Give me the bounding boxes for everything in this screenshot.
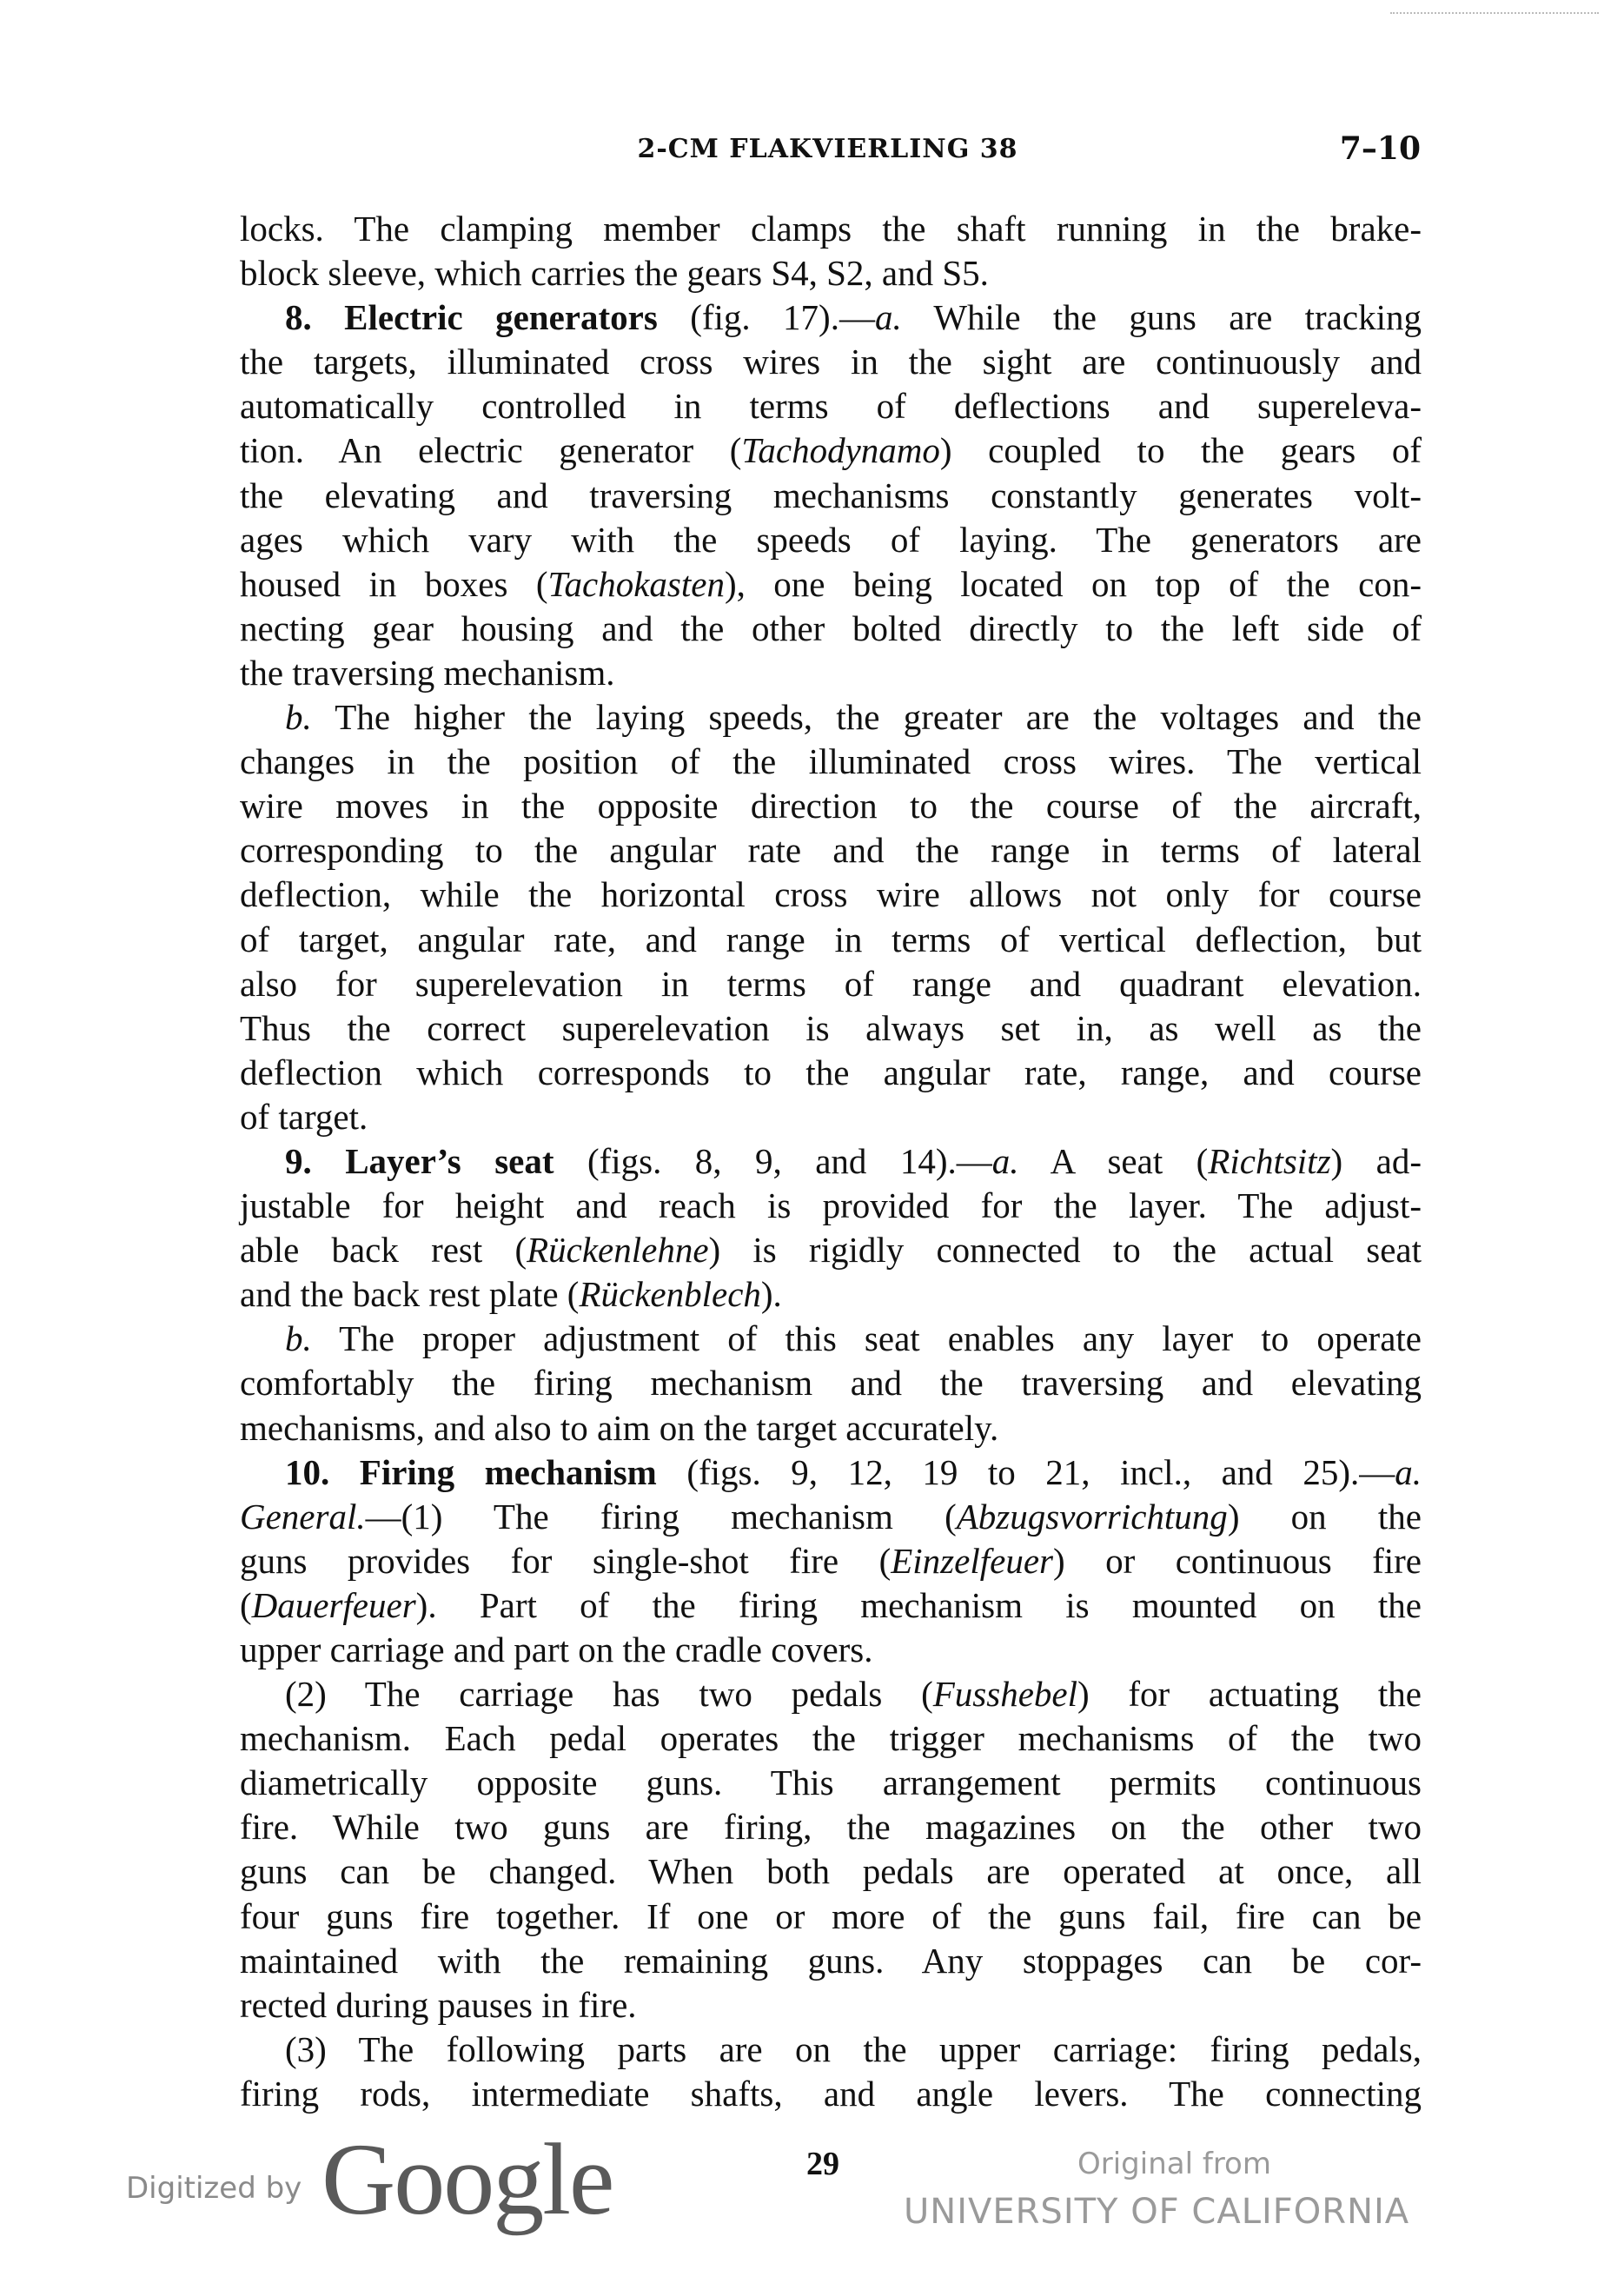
text-segment: ) is rigidly connected to the actual seat	[708, 1230, 1422, 1271]
text-segment: mechanisms, and also to aim on the target accurately.	[240, 1407, 999, 1448]
text-line	[240, 1716, 1422, 1761]
text-line	[240, 562, 1422, 607]
text-segment: (	[240, 1584, 252, 1625]
text-line	[240, 607, 1422, 651]
italic-term: Fusshebel	[932, 1674, 1077, 1715]
text-segment: ) for actuating the	[1077, 1674, 1422, 1715]
text-line	[240, 1895, 1422, 1939]
text-segment: housed in boxes (	[240, 563, 548, 604]
text-segment: locks. The clamping member clamps the shaft running in the brake-	[240, 209, 1422, 249]
original-from-label: Original from	[1077, 2147, 1271, 2181]
page-number: 29	[806, 2146, 839, 2182]
text-segment: also for superelevation in terms of range and quadrant elevation.	[240, 963, 1422, 1004]
text-segment: (figs. 9, 12, 19 to 21, incl., and 25).—	[656, 1451, 1395, 1492]
running-title: 2-CM FLAKVIERLING 38	[637, 134, 1018, 164]
text-segment: The proper adjustment of this seat enables any layer to operate	[311, 1318, 1422, 1359]
body-text	[240, 207, 1422, 2116]
text-segment: comfortably the firing mechanism and the traversing and elevating	[240, 1363, 1422, 1404]
text-line	[240, 962, 1422, 1006]
text-line	[240, 740, 1422, 784]
text-line	[240, 1006, 1422, 1051]
text-segment: A seat (	[1018, 1140, 1209, 1181]
text-segment: mechanism. Each pedal operates the trigger mechanisms of the two	[240, 1718, 1422, 1759]
text-segment: guns can be changed. When both pedals are operated at once, all	[240, 1851, 1422, 1892]
text-line	[240, 251, 1422, 295]
text-line	[240, 1406, 1422, 1450]
text-segment: of target, angular rate, and range in terms of vertical deflection, but	[240, 919, 1422, 959]
text-line	[240, 1317, 1422, 1361]
text-line	[240, 1361, 1422, 1405]
section-heading: 9. Layer’s seat	[285, 1140, 554, 1181]
text-line	[240, 1983, 1422, 2028]
italic-term: Rückenblech	[579, 1274, 761, 1315]
text-segment: the elevating and traversing mechanisms constantly generates volt-	[240, 475, 1422, 515]
text-segment: of target.	[240, 1096, 368, 1137]
text-line	[240, 873, 1422, 917]
text-segment: ) coupled to the gears of	[939, 430, 1422, 471]
text-line	[240, 207, 1422, 251]
italic-term: a.	[991, 1140, 1019, 1181]
text-line	[240, 340, 1422, 384]
text-line	[240, 1450, 1422, 1495]
text-segment: corresponding to the angular rate and the range in terms of lateral	[240, 830, 1422, 871]
text-line	[240, 1184, 1422, 1228]
text-segment: block sleeve, which carries the gears S4, S2, and S5.	[240, 253, 989, 294]
text-segment: firing rods, intermediate shafts, and angle levers. The connecting	[240, 2073, 1422, 2114]
text-segment: deflection, while the horizontal cross wire allows not only for course	[240, 874, 1422, 915]
text-segment: ).	[760, 1274, 782, 1315]
text-segment: (3) The following parts are on the upper carriage: firing pedals,	[285, 2028, 1422, 2069]
text-segment: ages which vary with the speeds of laying. The generators are	[240, 519, 1422, 560]
text-segment: tion. An electric generator (	[240, 430, 742, 471]
text-line	[240, 2072, 1422, 2116]
italic-term: Richtsitz	[1208, 1140, 1331, 1181]
text-segment: necting gear housing and the other bolted directly to the left side of	[240, 607, 1422, 648]
text-segment: (fig. 17).—	[657, 297, 875, 338]
section-range: 7–10	[1339, 130, 1421, 167]
text-segment: ) or continuous fire	[1052, 1540, 1422, 1581]
text-line	[240, 918, 1422, 962]
text-line	[240, 1051, 1422, 1095]
text-line	[240, 1628, 1422, 1672]
text-segment: changes in the position of the illuminated cross wires. The vertical	[240, 741, 1422, 782]
text-line	[240, 1139, 1422, 1184]
italic-term: a.	[874, 297, 902, 338]
text-segment: the traversing mechanism.	[240, 652, 615, 693]
digitized-by-label: Digitized by	[126, 2171, 302, 2206]
text-segment: (2) The carriage has two pedals (	[285, 1674, 933, 1715]
text-segment: and the back rest plate (	[240, 1274, 580, 1315]
text-line	[240, 828, 1422, 873]
page-footer	[0, 2121, 1624, 2260]
text-segment: able back rest (	[240, 1230, 527, 1271]
italic-term: Tachodynamo	[741, 430, 940, 471]
text-segment: wire moves in the opposite direction to the course of the aircraft,	[240, 786, 1422, 826]
text-segment: upper carriage and part on the cradle covers.	[240, 1629, 873, 1669]
text-segment: fire. While two guns are firing, the magazines on the other two	[240, 1807, 1422, 1848]
text-segment: the targets, illuminated cross wires in the sight are continuously and	[240, 342, 1422, 382]
italic-term: Abzugsvorrichtung	[956, 1496, 1228, 1537]
text-segment: ), one being located on top of the con-	[724, 563, 1422, 604]
italic-term: b.	[285, 1318, 312, 1359]
text-line	[240, 428, 1422, 473]
italic-term: a.	[1395, 1451, 1422, 1492]
italic-term: Tachokasten	[547, 563, 725, 604]
text-line	[240, 1228, 1422, 1272]
running-head	[235, 130, 1421, 174]
text-segment: automatically controlled in terms of deflections and supereleva-	[240, 386, 1422, 427]
text-segment: ). Part of the firing mechanism is mounted on the	[415, 1584, 1422, 1625]
text-segment: Thus the correct superelevation is always set in, as well as the	[240, 1007, 1422, 1048]
text-line	[240, 651, 1422, 695]
university-label: UNIVERSITY OF CALIFORNIA	[904, 2192, 1410, 2232]
text-segment: justable for height and reach is provided for the layer. The adjust-	[240, 1185, 1422, 1226]
text-segment: deflection which corresponds to the angular rate, range, and course	[240, 1052, 1422, 1092]
text-line	[240, 1272, 1422, 1317]
text-line	[240, 695, 1422, 740]
section-heading: 10. Firing mechanism	[285, 1451, 657, 1492]
text-segment: The higher the laying speeds, the greater are the voltages and the	[311, 697, 1422, 738]
text-line	[240, 1539, 1422, 1583]
text-line	[240, 1672, 1422, 1716]
italic-term: b.	[285, 697, 312, 738]
text-segment: four guns fire together. If one or more of the guns fail, fire can be	[240, 1895, 1422, 1936]
text-line	[240, 474, 1422, 518]
text-segment: diametrically opposite guns. This arrangement permits continuous	[240, 1762, 1422, 1803]
scan-artifact	[1390, 12, 1599, 16]
text-line	[240, 1805, 1422, 1849]
text-line	[240, 2028, 1422, 2072]
text-line	[240, 384, 1422, 428]
text-segment: rected during pauses in fire.	[240, 1984, 637, 2025]
text-segment: maintained with the remaining guns. Any stoppages can be cor-	[240, 1940, 1422, 1981]
text-segment: guns provides for single-shot fire (	[240, 1540, 892, 1581]
text-line	[240, 1849, 1422, 1894]
italic-term: Dauerfeuer	[251, 1584, 416, 1625]
text-segment: (figs. 8, 9, and 14).—	[553, 1140, 992, 1181]
text-line	[240, 1939, 1422, 1983]
text-segment: ) ad-	[1330, 1140, 1422, 1181]
text-line	[240, 295, 1422, 340]
text-segment: —(1) The firing mechanism (	[365, 1496, 957, 1537]
text-line	[240, 518, 1422, 562]
text-line	[240, 1583, 1422, 1628]
italic-term: General.	[240, 1496, 366, 1537]
italic-term: Rückenlehne	[527, 1230, 709, 1271]
text-line	[240, 1761, 1422, 1805]
section-heading: 8. Electric generators	[285, 297, 658, 338]
text-segment: ) on the	[1227, 1496, 1422, 1537]
text-line	[240, 1095, 1422, 1139]
italic-term: Einzelfeuer	[891, 1540, 1053, 1581]
text-line	[240, 1495, 1422, 1539]
text-segment: While the guns are tracking	[901, 297, 1422, 338]
text-line	[240, 784, 1422, 828]
google-logo: Google	[321, 2122, 613, 2236]
